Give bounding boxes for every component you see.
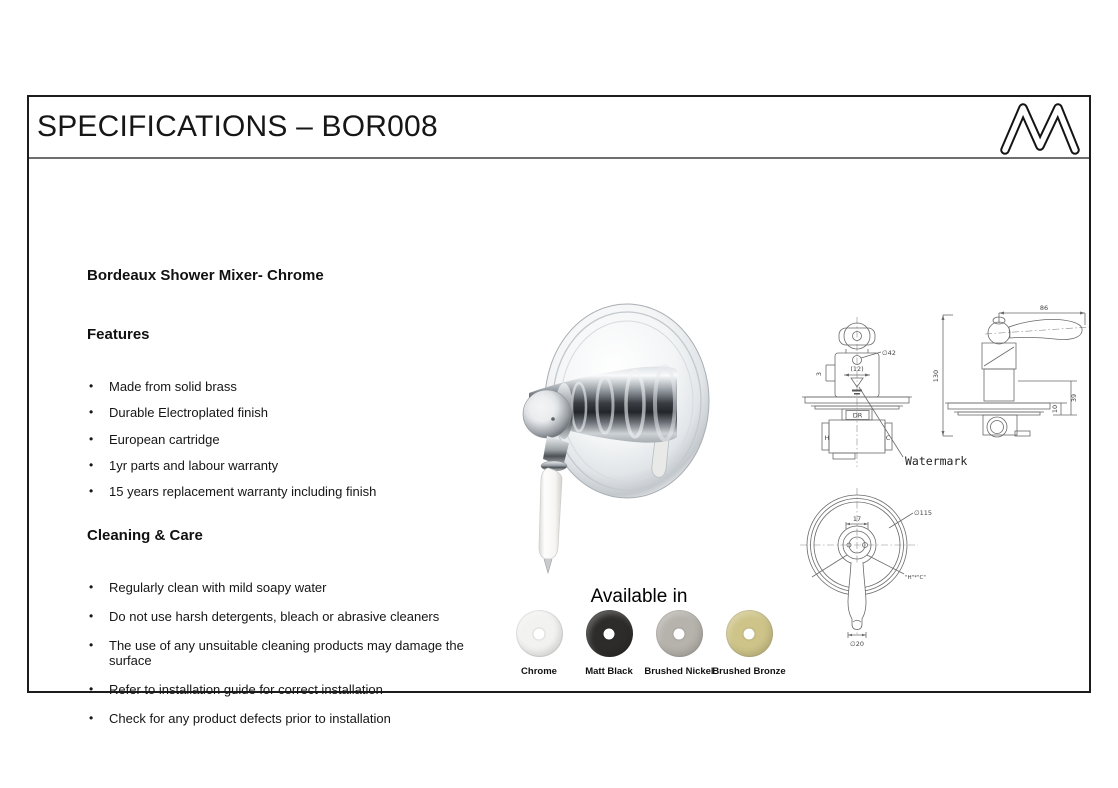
finish-label: Chrome: [521, 666, 557, 677]
features-list: [89, 379, 489, 511]
feature-text: Durable Electroplated finish: [109, 405, 268, 421]
finish-disc-icon: [586, 610, 633, 657]
cleaning-text: Check for any product defects prior to installation: [109, 710, 391, 726]
technical-drawing-elevations: [797, 297, 1093, 475]
product-name: Bordeaux Shower Mixer- Chrome: [87, 267, 324, 284]
cleaning-item: [89, 711, 475, 726]
face-drawing: [792, 482, 974, 652]
feature-item: [89, 484, 489, 499]
cleaning-text: Do not use harsh detergents, bleach or abrasive cleaners: [109, 608, 440, 624]
header-bar: [29, 97, 1089, 159]
finish-swatch: [714, 610, 784, 677]
elevation-drawing: [797, 297, 1093, 475]
bullet-icon: •: [89, 710, 94, 725]
finish-swatch: [574, 610, 644, 677]
cleaning-care-heading: Cleaning & Care: [87, 527, 203, 544]
brand-logo: [996, 100, 1086, 156]
feature-item: [89, 405, 489, 420]
bullet-icon: •: [89, 637, 94, 652]
label-cold: C: [885, 434, 891, 442]
feature-text: European cartridge: [109, 431, 220, 447]
feature-text: 1yr parts and labour warranty: [109, 457, 279, 473]
cleaning-item: [89, 580, 475, 595]
watermark-label: Watermark: [905, 454, 968, 468]
dim-dia42: ∅42: [882, 349, 896, 357]
finish-swatches: [504, 610, 784, 677]
bullet-icon: •: [89, 431, 94, 446]
page-title: SPECIFICATIONS – BOR008: [37, 110, 438, 143]
finish-label: Brushed Bronze: [712, 666, 786, 677]
label-hot: H: [824, 434, 830, 442]
product-photo: [517, 297, 717, 579]
finish-swatch: [644, 610, 714, 677]
label-hc: "H"*"C": [905, 575, 926, 581]
dim-10: 10: [1051, 404, 1059, 414]
bullet-icon: •: [89, 379, 94, 393]
dim-dia20: ∅20: [850, 640, 864, 648]
available-in-heading: Available in: [590, 586, 688, 607]
bullet-icon: •: [89, 608, 94, 623]
finish-swatch: [504, 610, 574, 677]
feature-item: [89, 432, 489, 447]
dim-3: 3: [815, 371, 823, 377]
cleaning-item: [89, 682, 475, 697]
bullet-icon: •: [89, 457, 94, 472]
cleaning-text: The use of any unsuitable cleaning products may damage the surface: [109, 637, 464, 668]
finish-label: Brushed Nickel: [644, 666, 714, 677]
finish-disc-icon: [516, 610, 563, 657]
finish-disc-icon: [656, 610, 703, 657]
feature-text: Made from solid brass: [109, 379, 237, 394]
dim-86: 86: [1039, 304, 1049, 312]
dim-12: (12): [850, 365, 864, 373]
feature-text: 15 years replacement warranty including finish: [109, 484, 377, 500]
spec-sheet-frame: [27, 95, 1091, 726]
shower-mixer-image: [517, 297, 717, 579]
cleaning-item: [89, 638, 475, 669]
bullet-icon: •: [89, 681, 94, 696]
bullet-icon: •: [89, 405, 94, 420]
dim-17: 17: [852, 515, 862, 523]
cleaning-text: Refer to installation guide for correct installation: [109, 681, 383, 697]
features-heading: Features: [87, 326, 150, 343]
finish-disc-icon: [726, 610, 773, 657]
feature-item: [89, 458, 489, 473]
cleaning-text: Regularly clean with mild soapy water: [109, 580, 327, 595]
feature-item: [89, 379, 489, 394]
finish-label: Matt Black: [585, 666, 633, 677]
bullet-icon: •: [89, 580, 94, 594]
cleaning-item: [89, 609, 475, 624]
cleaning-care-list: [89, 580, 475, 739]
technical-drawing-face: [792, 482, 974, 652]
content-area: [29, 159, 1089, 726]
dim-130: 130: [932, 369, 940, 383]
m-logo-icon: [996, 100, 1086, 156]
label-dr: DR: [852, 411, 863, 420]
dim-dia115: ∅115: [914, 509, 933, 517]
dim-39: 39: [1070, 393, 1078, 403]
bullet-icon: •: [89, 484, 94, 499]
